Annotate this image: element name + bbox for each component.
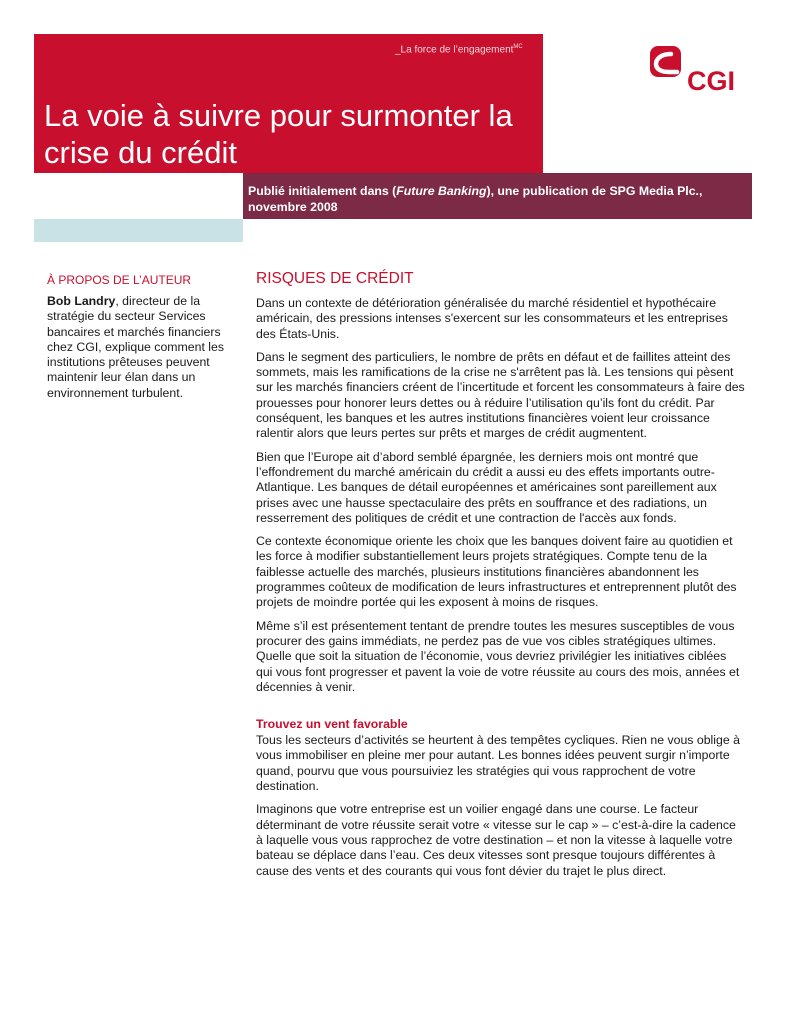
- publication-prefix: Publié initialement dans (: [248, 184, 397, 198]
- paragraph: Bien que l’Europe ait d’abord semblé épargnée, les derniers mois ont montré que l’effondrement du marché américain du crédit a aussi eu des effets importants outre-Atlantique. Les banques de détail européennes et américaines sont pareillement aux prises avec une hausse spectaculaire des prêts en souffrance et des radiations, un resserrement des politiques de crédit et une contraction de l'accès aux fonds.: [256, 449, 717, 525]
- tagline-text: _La force de l’engagement: [395, 44, 514, 56]
- trademark-mark: MC: [513, 44, 523, 50]
- tagline: [395, 44, 523, 55]
- paragraph: Dans un contexte de détérioration généralisée du marché résidentiel et hypothécaire américain, des pressions intenses s'exercent sur les consommateurs et les entreprises des États-Unis.: [256, 296, 728, 341]
- subheading: Trouvez un vent favorable: [256, 717, 408, 732]
- author-bio: [47, 294, 237, 401]
- paragraph: Dans le segment des particuliers, le nombre de prêts en défaut et de faillites atteint des sommets, mais les ramifications de la crise ne s'arrêtent pas là. Les tensions qui pèsent sur les marchés financiers créent de l’incertitude et forcent les consommateurs à faire des prouesses pour honorer leurs dettes ou à réduire l’utilisation qu’ils font du crédit. Par conséquent, les banques et les autres institutions financières voient leur croissance ralentir alors que leurs pertes sur prêts et marges de crédit augmentent.: [256, 349, 745, 441]
- logo-wordmark: CGI: [687, 66, 736, 93]
- main-column: [256, 270, 746, 887]
- page-title: La voie à suivre pour surmonter la crise du crédit: [44, 98, 513, 170]
- paragraph: Imaginons que votre entreprise est un voilier engagé dans une course. Le facteur déterminant de votre réussite serait votre « vitesse sur le cap » – c’est-à-dire la cadence à laquelle vous vous rapprochez de votre destination – et non la vitesse à laquelle votre bateau se déplace dans l’eau. Ces deux vitesses sont presque toujours différentes à cause des vents et des courants qui vous font dévier du trajet le plus direct.: [256, 802, 736, 878]
- cgi-logo: [647, 45, 747, 93]
- sidebar-heading: À PROPOS DE L’AUTEUR: [47, 273, 192, 287]
- section-title: RISQUES DE CRÉDIT: [256, 270, 414, 287]
- paragraph: Même s’il est présentement tentant de prendre toutes les mesures susceptibles de vous procurer des gains immédiats, ne perdez pas de vue vos cibles stratégiques ultimes. Quelle que soit la situation de l’économie, vous devriez privilégier les initiatives ciblées qui vous font progresser et pavent la voie de votre réussite au cours des mois, années et décennies à venir.: [256, 618, 740, 694]
- accent-bar: [34, 219, 243, 242]
- author-bio-text: , directeur de la stratégie du secteur Services bancaires et marchés financiers chez CGI, explique comment les institutions prêteuses peuvent maintenir leur élan dans un environnement turbulent.: [47, 294, 225, 400]
- author-name: Bob Landry: [47, 294, 116, 308]
- paragraph: Ce contexte économique oriente les choix que les banques doivent faire au quotidien et les force à modifier substantiellement leurs projets stratégiques. Compte tenu de la faiblesse actuelle des marchés, plusieurs institutions financières abandonnent les programmes coûteux de modification de leurs infrastructures et entreprennent plutôt des projets de moindre portée qui les exposent à moins de risques.: [256, 534, 737, 610]
- publication-suffix: ), une publication de SPG Media Plc., novembre 2008: [248, 184, 703, 214]
- publication-journal: Future Banking: [396, 184, 487, 198]
- publication-note: [248, 183, 748, 215]
- paragraph: Tous les secteurs d’activités se heurtent à des tempêtes cycliques. Rien ne vous oblige à vous immobiliser en pleine mer pour autant. Les bonnes idées peuvent surgir n’importe quand, pourvu que vous poursuiviez les stratégies qui vous rapprochent de votre destination.: [256, 733, 740, 794]
